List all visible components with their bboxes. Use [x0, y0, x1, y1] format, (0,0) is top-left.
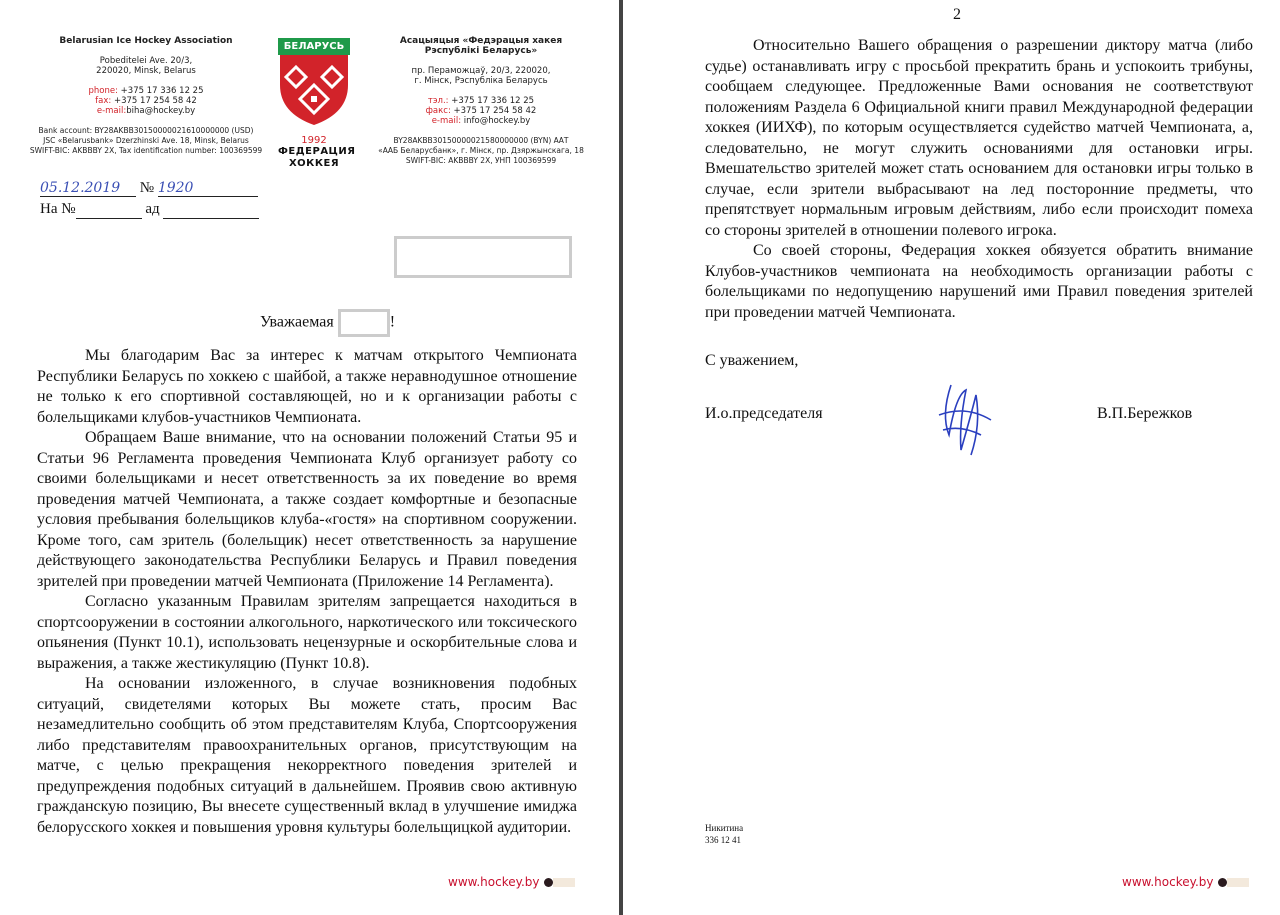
- letter-date: 05.12.2019: [40, 180, 136, 197]
- logo-flag-text: БЕЛАРУСЬ: [278, 38, 350, 55]
- email: info@hockey.by: [461, 116, 531, 126]
- letter-page-1: [0, 0, 619, 915]
- bank-line: SWIFT-BIC: AKBBBY 2X, Tax identification number: 100369599: [29, 146, 263, 155]
- bank-line: Bank account: BY28AKBB30150000021610000000 (USD): [38, 126, 254, 135]
- fax: +375 17 254 58 42: [111, 96, 197, 106]
- logo-name: ФЕДЕРАЦИЯ: [278, 146, 356, 157]
- paragraph: Согласно указанным Правилам зрителям запрещается находиться в спортсооружении в состоянии алкогольного, наркотического или токсического опьянения (Пункт 10.1), использовать нецензурные и оскорбительные слова и выражения, а также жестикуляцию (Пункт 10.8).: [37, 593, 577, 672]
- letter-body: [705, 36, 1253, 323]
- logo-name: ХОККЕЯ: [288, 158, 340, 169]
- email-label: e-mail:: [431, 116, 462, 126]
- website-link: www.hockey.by: [1122, 875, 1214, 889]
- greeting-punctuation: !: [389, 313, 396, 331]
- phone: +375 17 336 12 25: [448, 96, 535, 106]
- phone-label: phone:: [88, 86, 118, 96]
- federation-logo: [278, 38, 356, 170]
- footer-bar-icon: [553, 878, 575, 887]
- footer-website: [1122, 875, 1249, 889]
- phone-label: тэл.:: [427, 96, 449, 106]
- fax-label: факс:: [425, 106, 451, 116]
- org-name-by: Асацыяцыя «Федэрацыя хакея: [399, 36, 563, 46]
- outgoing-ref: [40, 180, 258, 197]
- website-link: www.hockey.by: [448, 875, 540, 889]
- address-line: Pobeditelei Ave. 20/3,: [99, 56, 193, 66]
- redacted-addressee: [394, 236, 572, 278]
- executor-phone: 336 12 41: [705, 835, 741, 845]
- redacted-name: [338, 309, 390, 337]
- fax: +375 17 254 58 42: [450, 106, 537, 116]
- paragraph: На основании изложенного, в случае возникновения подобных ситуаций, свидетелями которых Вы можете стать, просим Вас незамедлительно сообщить об этом представителям Клуба, Спортсооружения либо представителям правоохранительных органов, присутствующим на матче, с целью прекращения некорректного поведения зрителей и предупреждения подобных ситуаций в дальнейшем. Проявив свою активную гражданскую позицию, Вы внесете существенный вклад в улучшение имиджа белорусского хоккея и повышения уровня культуры болельщицкой аудитории.: [37, 675, 577, 836]
- address-line: пр. Пераможцаў, 20/3, 220020,: [411, 66, 551, 76]
- bank-line: «ААБ Беларусбанк», г. Мінск, пр. Дзяржынскага, 18: [378, 146, 584, 155]
- executor-name: Никитина: [705, 823, 744, 833]
- phone: +375 17 336 12 25: [117, 86, 204, 96]
- header-belarusian: [356, 36, 606, 166]
- greeting: [260, 309, 395, 337]
- signer-name: В.П.Бережков: [1097, 405, 1193, 422]
- footer-dot-icon: [544, 878, 553, 887]
- bank-line: SWIFT-BIC: AKBBBY 2X, УНП 100369599: [405, 156, 557, 165]
- org-name-en: Belarusian Ice Hockey Association: [59, 36, 233, 46]
- header-english: [14, 36, 278, 156]
- paragraph: Обращаем Ваше внимание, что на основании положений Статьи 95 и Статьи 96 Регламента проведения Чемпионата Клуб организует работу со своими болельщиками и несет ответственность за их поведение во время проведения матчей Чемпионата, а также создает комфортные и безопасные условия пребывания болельщиков клуба-«гостя» на спортивном сооружении. Кроме того, сам зритель (болельщик) несет ответственность за нарушение действующего законодательства Республики Беларусь и Правил поведения зрителей при проведении матчей Чемпионата (Приложение 14 Регламента).: [37, 429, 577, 590]
- letter-page-2: [623, 0, 1280, 915]
- paragraph: Относительно Вашего обращения о разрешении диктору матча (либо судье) останавливать игру с просьбой прекратить брань и успокоить трибуны, сообщаем следующее. Предложенные Вами основания не соответствуют положениям Раздела 6 Официальной книги правил Международной федерации хоккея (ИИХФ), по которым осуществляется судейство матчей Чемпионата, а, следовательно, не могут служить основаниями для остановки игры. Вмешательство зрителей может стать основанием для остановки игры только в случае, если зрители выбрасывают на лед посторонние предметы, что препятствует нормальным игровым действиям, либо если происходит помеха со стороны зрителей в отношении полевого игрока.: [705, 37, 1253, 239]
- signature-icon: [931, 375, 1001, 465]
- paragraph: Мы благодарим Вас за интерес к матчам открытого Чемпионата Республики Беларусь по хоккею с шайбой, а также неравнодушное отношение не только к его спортивной составляющей, но и к организации работы с болельщиками клубов-участников Чемпионата.: [37, 347, 577, 426]
- paragraph: Со своей стороны, Федерация хоккея обязуется обратить внимание Клубов-участников чемпионата на необходимость организации работы с болельщиками по недопущению нарушений ими Правил поведения зрителей при проведении матчей Чемпионата.: [705, 242, 1253, 321]
- address-line: 220020, Minsk, Belarus: [96, 66, 196, 76]
- closing: С уважением,: [705, 352, 799, 369]
- number-label: №: [139, 180, 155, 196]
- incoming-ref: [40, 201, 259, 219]
- address-line: г. Мінск, Рэспубліка Беларусь: [414, 76, 548, 86]
- letter-body: [37, 346, 577, 838]
- email: biha@hockey.by: [126, 106, 196, 116]
- page-number: 2: [953, 6, 961, 23]
- footer-dot-icon: [1218, 878, 1227, 887]
- footer-website: [448, 875, 575, 889]
- letter-number: 1920: [158, 180, 258, 197]
- footer-bar-icon: [1227, 878, 1249, 887]
- executor-info: [705, 822, 743, 846]
- fax-label: fax:: [95, 96, 112, 106]
- org-name-by: Рэспублікі Беларусь»: [424, 46, 538, 56]
- reply-date-label: ад: [145, 201, 160, 217]
- reply-number-label: На №: [40, 201, 76, 217]
- shield-emblem-icon: [278, 55, 350, 125]
- logo-year: 1992: [301, 135, 327, 146]
- bank-line: JSC «Belarusbank» Dzerzhinski Ave. 18, Minsk, Belarus: [43, 136, 249, 145]
- greeting-text: Уважаемая: [260, 313, 334, 331]
- signer-title: И.о.председателя: [705, 405, 823, 422]
- bank-line: BY28AKBB30150000021580000000 (BYN) ААТ: [393, 136, 569, 145]
- email-label: e-mail:: [96, 106, 127, 116]
